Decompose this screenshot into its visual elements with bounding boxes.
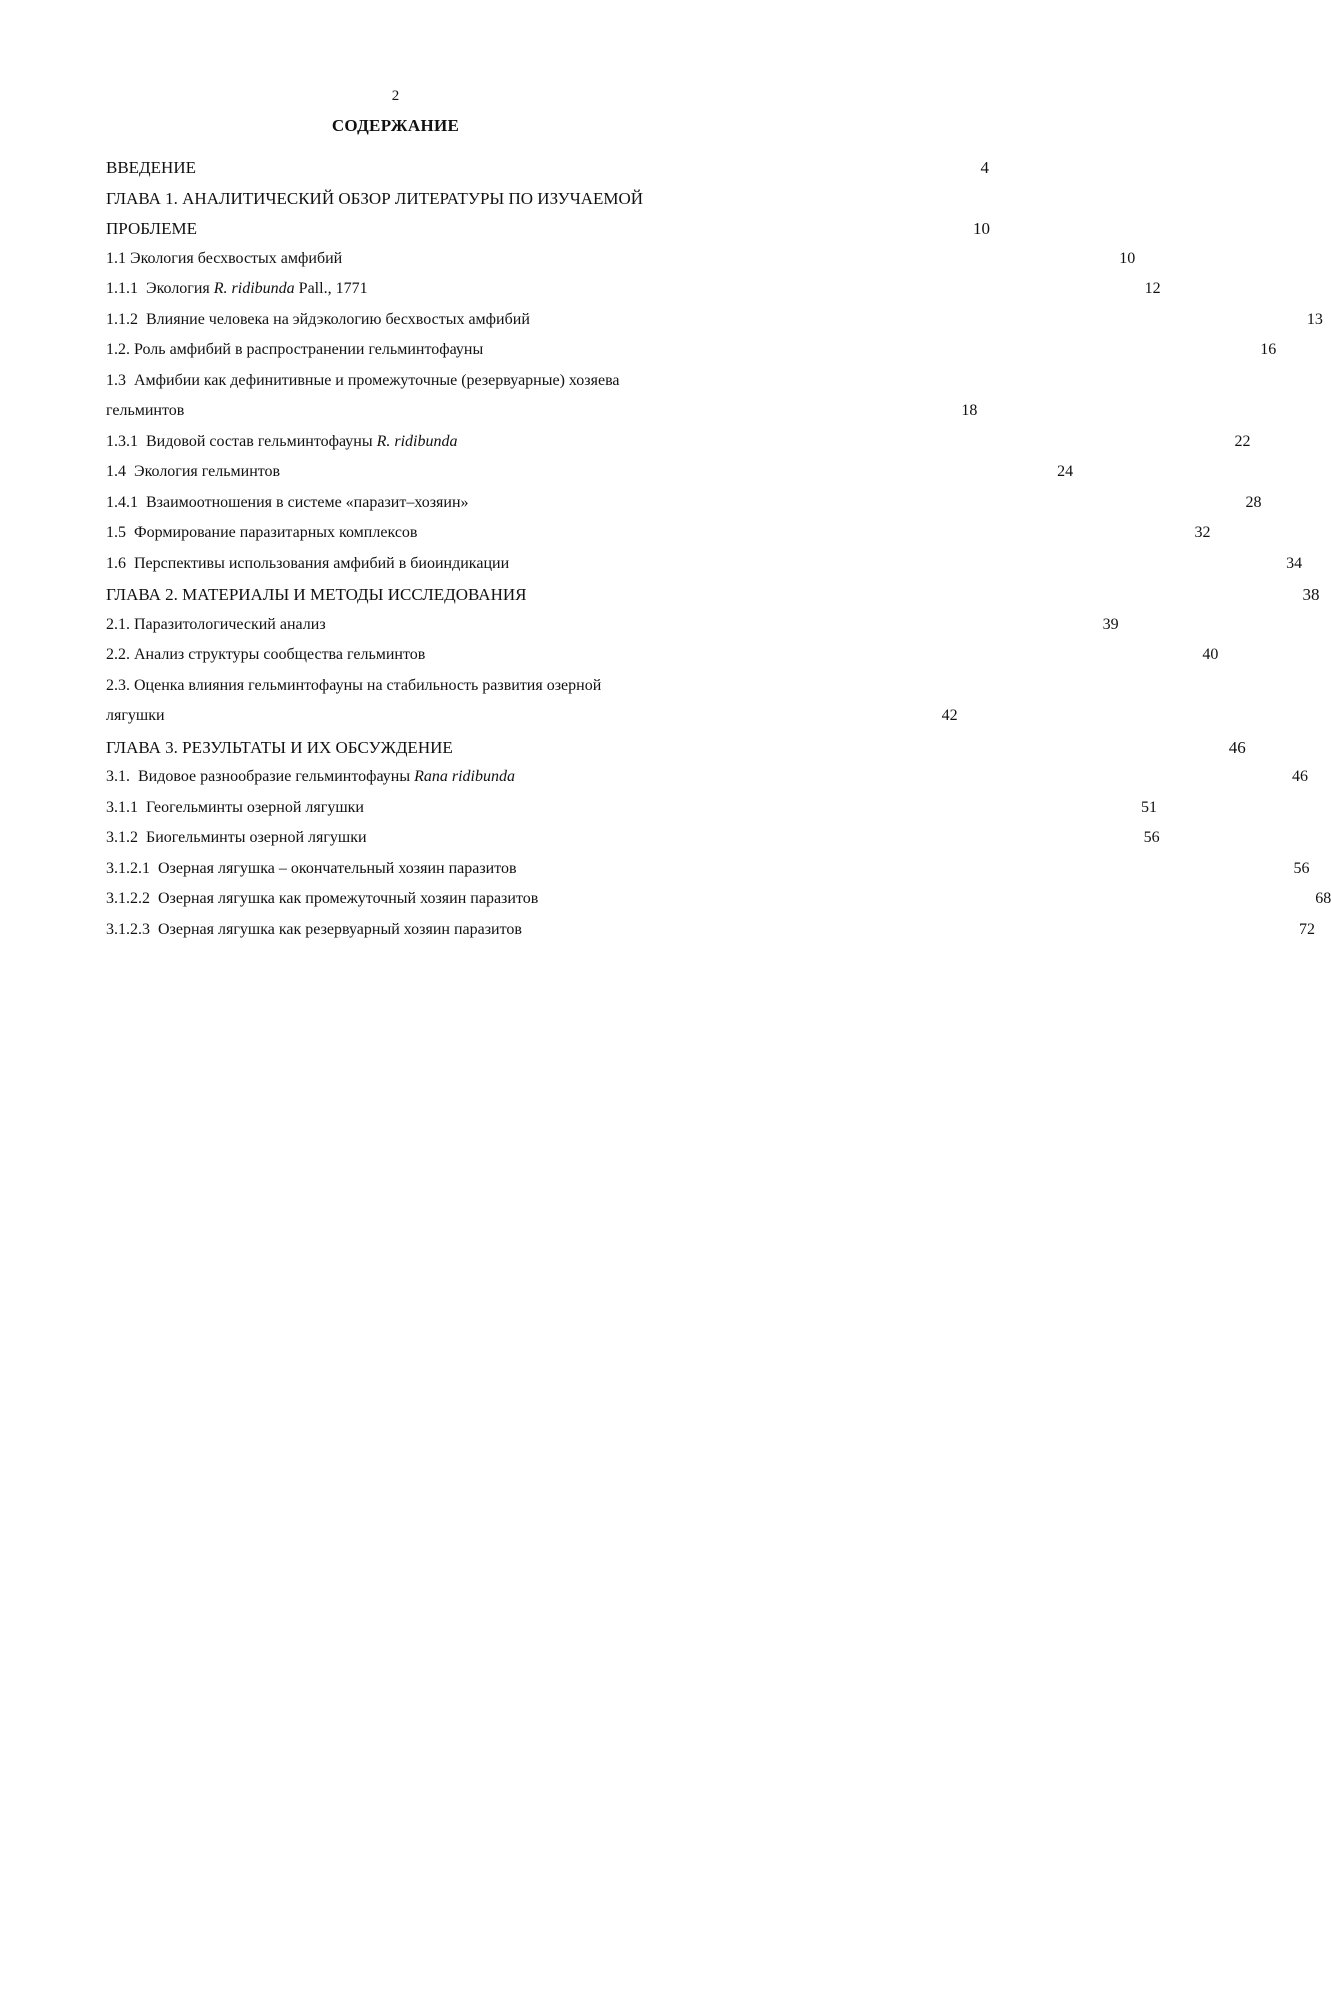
- toc-entry-text: ПРОБЛЕМЕ: [106, 219, 197, 238]
- toc-entry-page: 34: [1286, 554, 1303, 572]
- toc-entry-page: 22: [1234, 432, 1251, 450]
- toc-entry-text: Озерная лягушка как резервуарный хозяин паразитов: [158, 920, 522, 938]
- toc-entry-code: 3.1.: [106, 768, 130, 785]
- toc-entry-text: Видовое разнообразие гельминтофауны: [138, 768, 415, 785]
- toc-entry-page: 56: [1293, 859, 1310, 877]
- toc-entry-page: 10: [972, 219, 990, 238]
- toc-entry-code: 1.3: [106, 371, 126, 389]
- toc-entry-text: ГЛАВА 1. АНАЛИТИЧЕСКИЙ ОБЗОР ЛИТЕРАТУРЫ ПО ИЗУЧАЕМОЙ: [106, 188, 644, 208]
- toc-entry-text: ВВЕДЕНИЕ: [106, 158, 196, 177]
- toc-entry-title: [106, 402, 184, 420]
- toc-entry-title: [106, 707, 165, 725]
- toc-entry-title: [106, 158, 196, 178]
- toc-entry-text: 2.1. Паразитологический анализ: [106, 615, 326, 633]
- table-of-contents: [106, 158, 1331, 951]
- toc-entry-page: 32: [1194, 524, 1211, 541]
- toc-entry-text: гельминтов: [106, 402, 185, 419]
- toc-entry-text: Перспективы использования амфибий в биоиндикации: [134, 554, 510, 572]
- toc-entry: [106, 158, 989, 189]
- toc-entry-text-after: Pall., 1771: [294, 280, 368, 297]
- toc-entry-page: 42: [941, 707, 958, 724]
- toc-entry-code: 1.5: [106, 524, 126, 541]
- toc-entry-page: 68: [1315, 890, 1331, 907]
- toc-entry-species: R. ridibunda: [376, 432, 458, 450]
- toc-entry-text: 1.2. Роль амфибий в распространении гельминтофауны: [106, 341, 484, 358]
- toc-entry-text: Видовой состав гельминтофауны: [146, 432, 377, 450]
- toc-entry-page: 28: [1245, 493, 1262, 511]
- toc-entry-page: 46: [1291, 768, 1308, 785]
- toc-entry-code: 1.4: [106, 463, 126, 480]
- toc-entry-code: 1.1.2: [106, 310, 138, 328]
- toc-entry-text: ГЛАВА 2. МАТЕРИАЛЫ И МЕТОДЫ ИССЛЕДОВАНИЯ: [106, 585, 527, 604]
- toc-entry-page: 51: [1140, 798, 1157, 816]
- toc-entry: [106, 707, 958, 738]
- toc-entry-text: Озерная лягушка – окончательный хозяин паразитов: [158, 859, 517, 877]
- toc-entry-code: 1.4.1: [106, 493, 138, 511]
- toc-entry-text: Экология: [146, 280, 214, 297]
- toc-entry-page: 46: [1228, 737, 1246, 757]
- toc-entry-page: 13: [1306, 310, 1323, 328]
- toc-entry-text: Амфибии как дефинитивные и промежуточные (резервуарные) хозяева: [134, 371, 620, 389]
- toc-entry-page: 56: [1143, 829, 1160, 846]
- toc-entry-text: Биогельминты озерной лягушки: [146, 829, 367, 846]
- toc-entry-page: 18: [961, 402, 978, 419]
- toc-entry-text: Формирование паразитарных комплексов: [134, 524, 418, 541]
- toc-entry-text: 2.3. Оценка влияния гельминтофауны на стабильность развития озерной: [106, 676, 602, 694]
- toc-entry-text: Геогельминты озерной лягушки: [146, 798, 364, 816]
- page-title: СОДЕРЖАНИЕ: [331, 116, 460, 135]
- toc-entry: [106, 219, 990, 250]
- toc-entry-text: Экология гельминтов: [134, 463, 281, 480]
- toc-entry-code: 1.1.1: [106, 280, 138, 297]
- toc-entry-species: Rana ridibunda: [414, 768, 515, 785]
- toc-entry-code: 3.1.2.1: [106, 859, 150, 877]
- toc-entry-page: 24: [1057, 463, 1074, 480]
- toc-entry-code: 3.1.2.2: [106, 890, 150, 907]
- toc-entry-text: 1.1 Экология бесхвостых амфибий: [106, 249, 343, 267]
- toc-entry-code: 3.1.1: [106, 798, 138, 816]
- toc-entry-page: 38: [1302, 585, 1320, 604]
- toc-entry-species: R. ridibunda: [213, 280, 295, 297]
- toc-entry-text: Влияние человека на эйдэкологию бесхвостых амфибий: [146, 310, 530, 328]
- toc-entry-code: 1.6: [106, 554, 126, 572]
- toc-entry-code: 3.1.2: [106, 829, 138, 846]
- toc-entry-page: 10: [1119, 249, 1136, 267]
- toc-entry-title: [106, 219, 197, 239]
- toc-entry-code: 1.3.1: [106, 432, 138, 450]
- toc-entry-text: 2.2. Анализ структуры сообщества гельминтов: [106, 646, 426, 663]
- toc-entry-text: Взаимоотношения в системе «паразит–хозяин»: [146, 493, 469, 511]
- toc-entry: [106, 402, 978, 433]
- page-number: 2: [391, 88, 400, 104]
- toc-entry-page: 4: [980, 158, 989, 177]
- toc-entry-page: 39: [1102, 615, 1119, 633]
- toc-entry-text: Озерная лягушка как промежуточный хозяин паразитов: [158, 890, 539, 907]
- toc-entry-page: 16: [1260, 341, 1277, 358]
- toc-entry-page: 12: [1144, 280, 1161, 297]
- toc-entry-text: лягушки: [106, 707, 165, 724]
- toc-entry-code: 3.1.2.3: [106, 920, 150, 938]
- toc-entry-text: ГЛАВА 3. РЕЗУЛЬТАТЫ И ИХ ОБСУЖДЕНИЕ: [106, 737, 453, 757]
- toc-entry-page: 40: [1202, 646, 1219, 663]
- toc-entry-page: 72: [1298, 920, 1315, 938]
